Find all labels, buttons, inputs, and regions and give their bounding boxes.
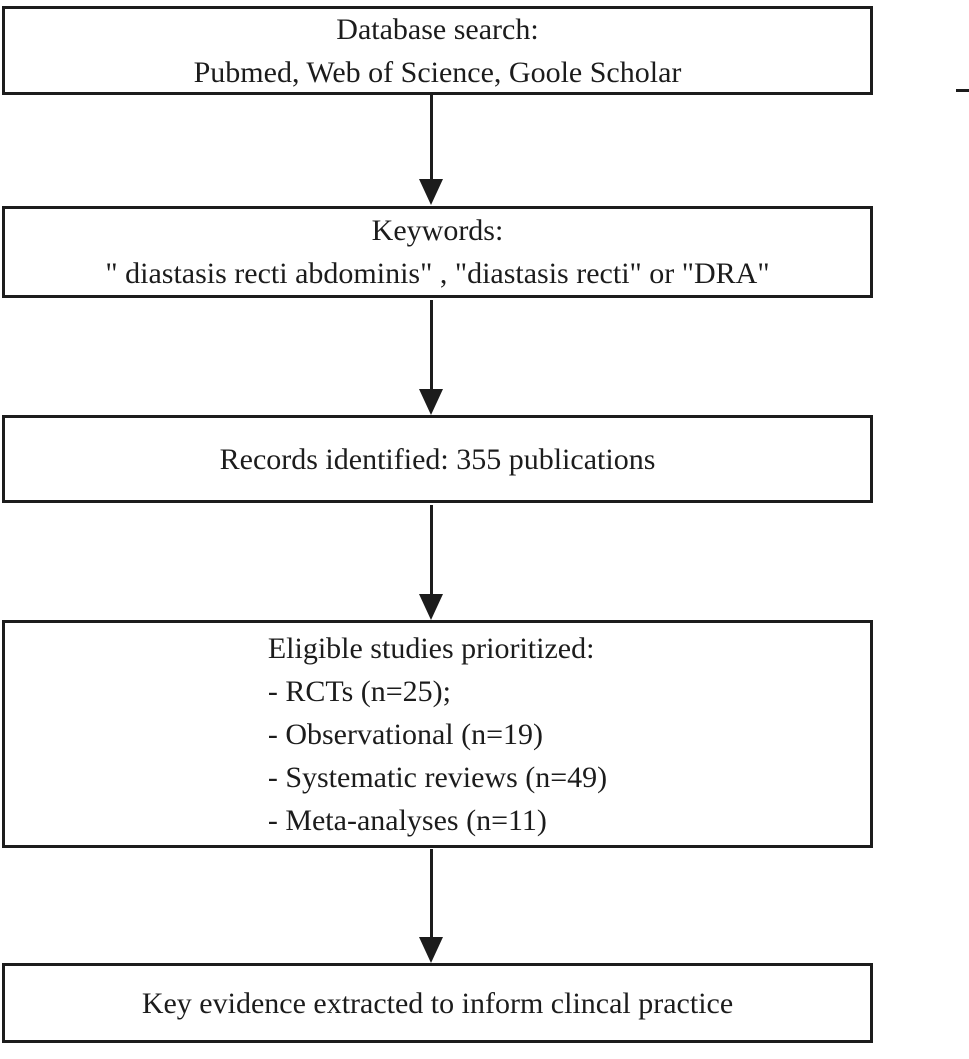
flow-arrow-2 — [418, 300, 444, 415]
arrow-shaft — [430, 505, 433, 594]
box-text-block — [268, 627, 607, 842]
box-line: - Systematic reviews (n=49) — [267, 760, 608, 794]
flow-arrow-1 — [418, 95, 444, 205]
stray-edge-mark — [956, 89, 969, 92]
box-line: Eligible studies prioritized: — [267, 631, 595, 665]
box-line: Records identified: 355 publications — [219, 442, 656, 476]
arrow-shaft — [430, 95, 433, 179]
flow-box-key-evidence — [2, 963, 873, 1043]
flow-box-records-identified — [2, 415, 873, 503]
arrowhead-icon — [419, 594, 443, 620]
flow-arrow-3 — [418, 505, 444, 620]
box-line: Key evidence extracted to inform clincal practice — [141, 986, 734, 1020]
arrowhead-icon — [419, 179, 443, 205]
arrow-shaft — [430, 849, 433, 937]
flow-arrow-4 — [418, 849, 444, 963]
box-line: Keywords: — [371, 214, 504, 247]
box-line: - Meta-analyses (n=11) — [267, 803, 547, 837]
arrowhead-icon — [419, 937, 443, 963]
flow-box-database-search — [2, 6, 873, 95]
flow-box-keywords — [2, 206, 873, 298]
flow-box-eligible-studies — [2, 620, 873, 848]
arrow-shaft — [430, 300, 433, 389]
box-line: " diastasis recti abdominis" , "diastasis recti" or "DRA" — [105, 257, 770, 290]
box-line: - RCTs (n=25); — [267, 674, 451, 708]
box-line: Database search: — [336, 12, 539, 46]
box-line: - Observational (n=19) — [267, 717, 543, 751]
arrowhead-icon — [419, 389, 443, 415]
box-line: Pubmed, Web of Science, Goole Scholar — [193, 55, 682, 89]
